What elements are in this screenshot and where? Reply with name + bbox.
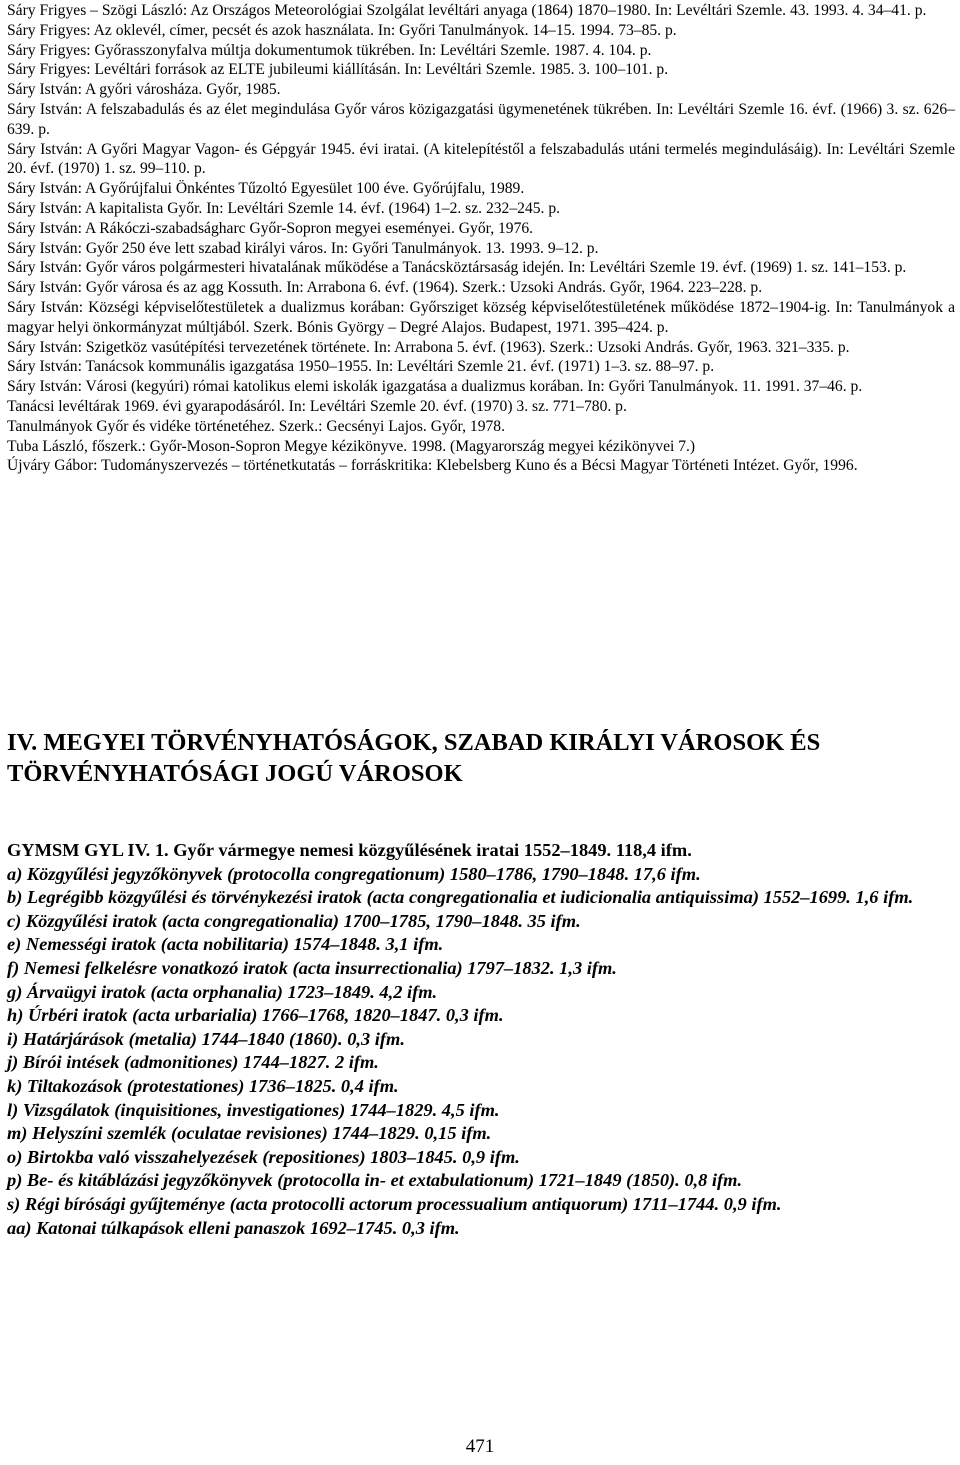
- bibliography-entry: Sáry István: A kapitalista Győr. In: Levéltári Szemle 14. évf. (1964) 1–2. sz. 232–245. p.: [7, 199, 561, 217]
- bibliography-entry: Sáry István: A felszabadulás és az élet megindulása Győr város közigazgatási ügymenetének tükrében. In: Levéltári Szemle 16. évf. (1966) 3. sz. 626–639. p.: [7, 100, 955, 138]
- bibliography-entry: Sáry Frigyes: Az oklevél, címer, pecsét és azok használata. In: Győri Tanulmányok. 14–15. 1994. 73–85. p.: [7, 21, 677, 39]
- bibliography-entry: Sáry Frigyes: Győrasszonyfalva múltja dokumentumok tükrében. In: Levéltári Szemle. 1987. 4. 104. p.: [7, 41, 652, 59]
- bibliography-entry: Sáry István: Városi (kegyúri) római katolikus elemi iskolák igazgatása a dualizmus korában. In: Győri Tanulmányok. 11. 1991. 37–46. p.: [7, 378, 863, 396]
- bibliography-entry: Sáry István: Győr 250 éve lett szabad királyi város. In: Győri Tanulmányok. 13. 1993. 9–12. p.: [7, 239, 599, 257]
- series-item: k) Tiltakozások (protestationes) 1736–1825. 0,4 ifm.: [7, 1075, 399, 1096]
- series-item: f) Nemesi felkelésre vonatkozó iratok (acta insurrectionalia) 1797–1832. 1,3 ifm.: [7, 957, 617, 978]
- bibliography-entry: Sáry István: A Rákóczi-szabadságharc Győr-Sopron megyei eseményei. Győr, 1976.: [7, 219, 534, 237]
- bibliography-entry: Sáry István: Szigetköz vasútépítési tervezetének története. In: Arrabona 5. évf. (1963). Szerk.: Uzsoki András. Győr, 1963. 321–335. p.: [7, 338, 850, 356]
- fonds-description: [7, 839, 955, 1240]
- bibliography-entry: Tanácsi levéltárak 1969. évi gyarapodásáról. In: Levéltári Szemle 20. évf. (1970) 3. sz. 771–780. p.: [7, 397, 627, 415]
- series-item: p) Be- és kitáblázási jegyzőkönyvek (protocolla in- et extabulationum) 1721–1849 (1850). 0,8 ifm.: [7, 1170, 743, 1191]
- series-item: h) Úrbéri iratok (acta urbarialia) 1766–1768, 1820–1847. 0,3 ifm.: [7, 1005, 504, 1026]
- bibliography-entry: Újváry Gábor: Tudományszervezés – történetkutatás – forráskritika: Klebelsberg Kuno és a Bécsi Magyar Történeti Intézet. Győr, 1996.: [7, 457, 858, 475]
- bibliography-entry: Sáry István: Tanácsok kommunális igazgatása 1950–1955. In: Levéltári Szemle 21. évf. (1971) 1–3. sz. 88–97. p.: [7, 358, 715, 376]
- bibliography-entry: Sáry Frigyes – Szögi László: Az Országos Meteorológiai Szolgálat levéltári anyaga (1864) 1870–1980. In: Levéltári Szemle. 43. 1993. 4. 34–41. p.: [7, 2, 927, 19]
- series-item: m) Helyszíni szemlék (oculatae revisiones) 1744–1829. 0,15 ifm.: [7, 1123, 492, 1144]
- section-heading: IV. MEGYEI TÖRVÉNYHATÓSÁGOK, SZABAD KIRÁLYI VÁROSOK ÉS TÖRVÉNYHATÓSÁGI JOGÚ VÁROSOK: [7, 729, 821, 787]
- series-item: b) Legrégibb közgyűlési és törvénykezési iratok (acta congregationalia et iudicionalia antiquissima) 1552–1699. 1,6 ifm.: [7, 887, 914, 908]
- series-item: g) Árvaügyi iratok (acta orphanalia) 1723–1849. 4,2 ifm.: [7, 981, 438, 1002]
- series-item: a) Közgyűlési jegyzőkönyvek (protocolla congregationum) 1580–1786, 1790–1848. 17,6 ifm.: [7, 863, 701, 884]
- series-item: o) Birtokba való visszahelyezések (repositiones) 1803–1845. 0,9 ifm.: [7, 1146, 520, 1167]
- series-item: c) Közgyűlési iratok (acta congregationalia) 1700–1785, 1790–1848. 35 ifm.: [7, 910, 581, 931]
- series-item: l) Vizsgálatok (inquisitiones, investigationes) 1744–1829. 4,5 ifm.: [7, 1099, 500, 1120]
- series-item: aa) Katonai túlkapások elleni panaszok 1692–1745. 0,3 ifm.: [7, 1217, 460, 1238]
- bibliography-entry: Sáry István: Győr város polgármesteri hivatalának működése a Tanácsköztársaság idején. In: Levéltári Szemle 19. évf. (1969) 1. sz. 141–153. p.: [7, 259, 907, 277]
- series-item: i) Határjárások (metalia) 1744–1840 (1860). 0,3 ifm.: [7, 1028, 405, 1049]
- series-item: j) Bírói intések (admonitiones) 1744–1827. 2 ifm.: [7, 1052, 379, 1073]
- bibliography-entry: Sáry István: A győri városháza. Győr, 1985.: [7, 81, 281, 99]
- bibliography-list: [7, 1, 955, 476]
- page-number: 471: [465, 1436, 495, 1457]
- series-item: e) Nemességi iratok (acta nobilitaria) 1574–1848. 3,1 ifm.: [7, 934, 444, 955]
- bibliography-entry: Tuba László, főszerk.: Győr-Moson-Sopron Megye kézikönyve. 1998. (Magyarország megyei kézikönyvei 7.): [7, 437, 696, 455]
- bibliography-entry: Sáry István: A Győrújfalui Önkéntes Tűzoltó Egyesület 100 éve. Győrújfalu, 1989.: [7, 180, 525, 198]
- bibliography-entry: Sáry Frigyes: Levéltári források az ELTE jubileumi kiállításán. In: Levéltári Szemle. 1985. 3. 100–101. p.: [7, 61, 669, 79]
- bibliography-entry: Sáry István: Községi képviselőtestületek a dualizmus korában: Győrsziget község képviselőtestületének működése 1872–1904-ig. In: Tanulmányok a magyar helyi önkormányzat múltjából. Szerk. Bónis György – Degré Alajos. Budapest, 1971. 395–424. p.: [7, 298, 955, 336]
- bibliography-entry: Sáry István: A Győri Magyar Vagon- és Gépgyár 1945. évi iratai. (A kitelepítéstől a felszabadulás utáni termelés megindulásáig). In: Levéltári Szemle 20. évf. (1970) 1. sz. 99–110. p.: [7, 140, 955, 178]
- bibliography-entry: Tanulmányok Győr és vidéke történetéhez. Szerk.: Gecsényi Lajos. Győr, 1978.: [7, 417, 506, 435]
- fonds-title: GYMSM GYL IV. 1. Győr vármegye nemesi közgyűlésének iratai 1552–1849. 118,4 ifm.: [7, 840, 692, 860]
- bibliography-entry: Sáry István: Győr városa és az agg Kossuth. In: Arrabona 6. évf. (1964). Szerk.: Uzsoki András. Győr, 1964. 223–228. p.: [7, 279, 763, 297]
- series-item: s) Régi bírósági gyűjteménye (acta protocolli actorum processualium antiquorum) 1711–1744. 0,9 ifm.: [7, 1193, 782, 1214]
